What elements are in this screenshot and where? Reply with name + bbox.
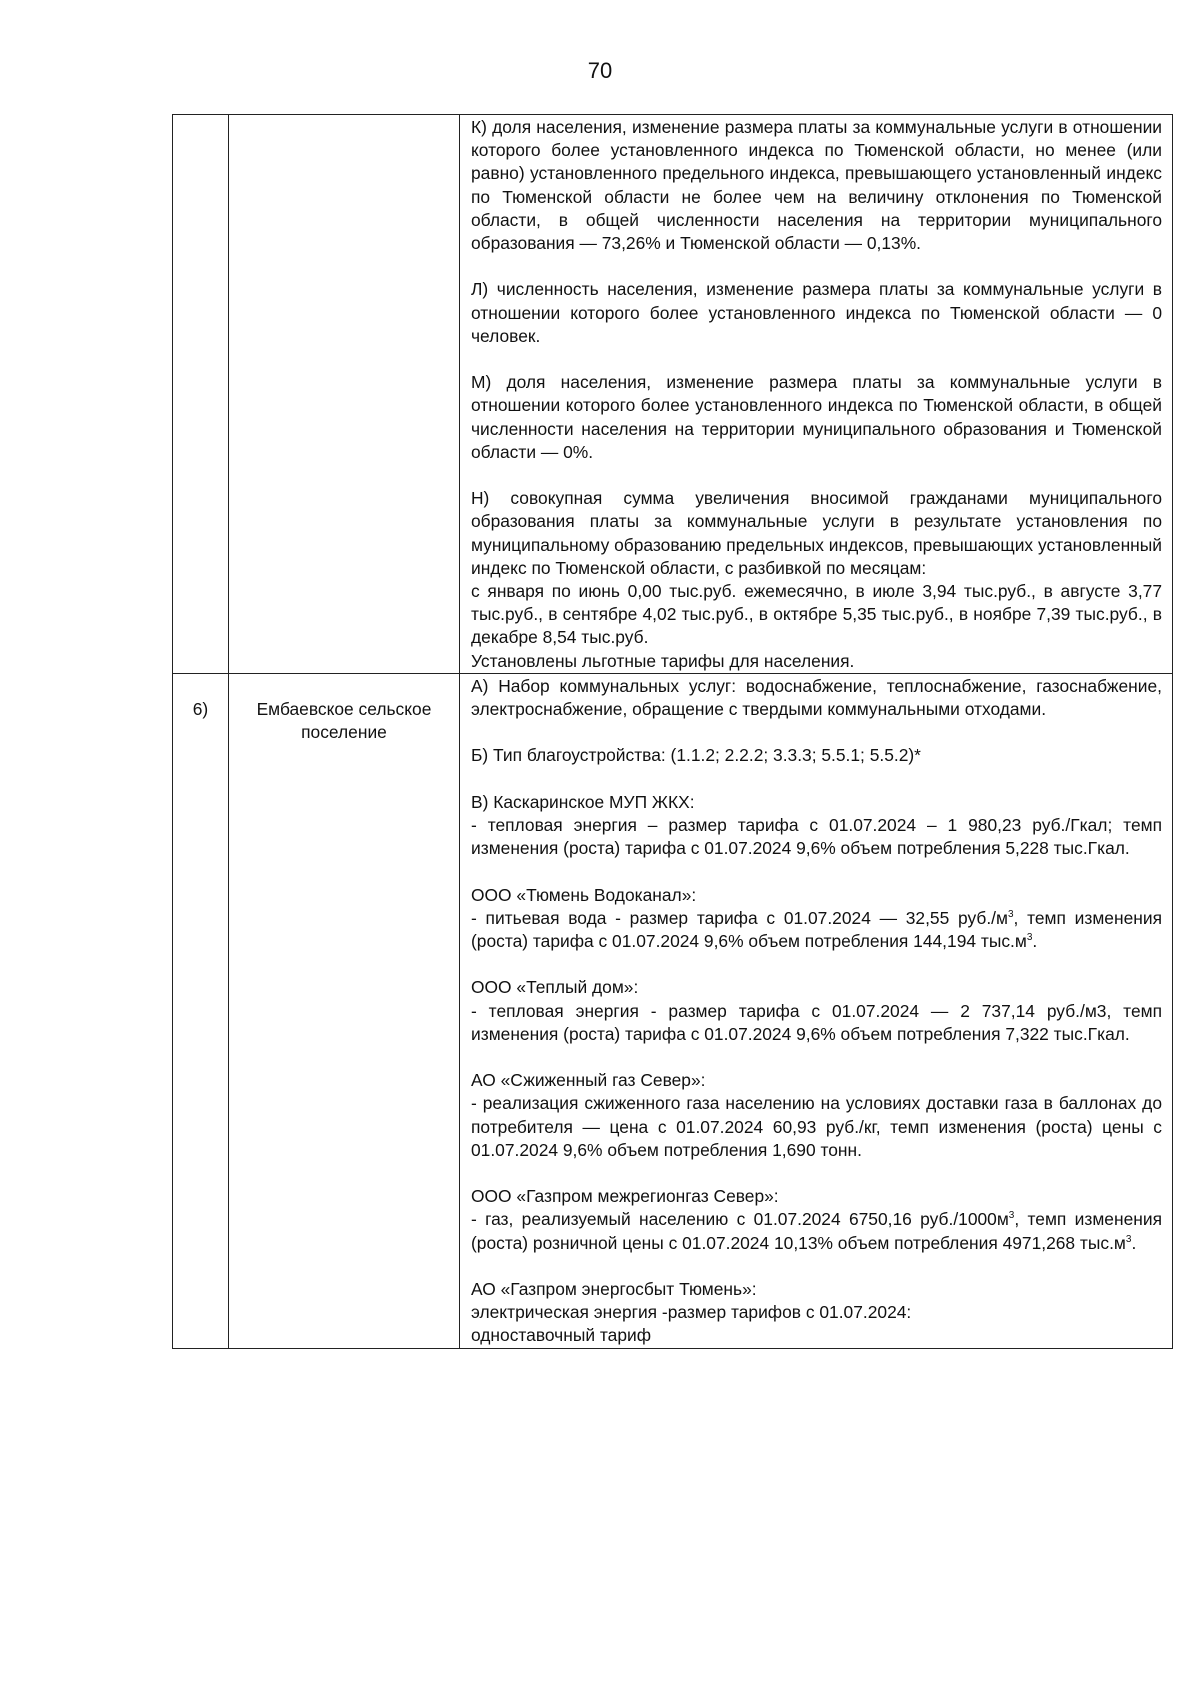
- row-number-cell: [173, 115, 229, 674]
- provider-tariff: - тепловая энергия - размер тарифа с 01.07.2024 — 2 737,14 руб./м3, темп изменения (роста) тарифа с 01.07.2024 9,6% объем потребления 7,322 тыс.Гкал.: [471, 1000, 1162, 1044]
- municipality-name: Ембаевское сельское поселение: [229, 673, 460, 1348]
- tariff-text: - газ, реализуемый населению с 01.07.2024 6750,16 руб./1000м: [471, 1209, 1009, 1230]
- paragraph-m: М) доля населения, изменение размера платы за коммунальные услуги в отношении которого более установленного индекса по Тюменской области, в общей численности населения на территории муниципального образования и Тюменской области — 0%.: [471, 372, 1162, 462]
- paragraph-gas-sever: [471, 1069, 1162, 1162]
- tariff-text: , темп изменения (роста) розничной цены с 01.07.2024 10,13% объем потребления 4971,268 тыс.м: [471, 1209, 1162, 1253]
- provider-name: АО «Газпром энергосбыт Тюмень»:: [471, 1279, 757, 1299]
- tariff-text: .: [1032, 931, 1038, 952]
- paragraph-k: К) доля населения, изменение размера платы за коммунальные услуги в отношении которого более установленного индекса по Тюменской области, но менее (или равно) установленного предельного индекса, превышающего установленный индекс по Тюменской области не более чем на величину отклонения по Тюменской области, в общей численности населения на территории муниципального образования — 73,26% и Тюменской области — 0,13%.: [471, 117, 1162, 254]
- superscript: 3: [1026, 932, 1033, 944]
- provider-tariff: - реализация сжиженного газа населению на условиях доставки газа в баллонах до потребителя — цена с 01.07.2024 60,93 руб./кг, темп изменения (роста) цены с 01.07.2024 9,6% объем потребления 1,690 тонн.: [471, 1093, 1162, 1160]
- paragraph-vodokanal: [471, 884, 1162, 954]
- tariff-text: - питьевая вода - размер тарифа с 01.07.2024 — 32,55 руб./м: [471, 907, 1008, 928]
- indicators-cell: [460, 115, 1173, 674]
- provider-tariff: электрическая энергия -размер тарифов с 01.07.2024:: [471, 1302, 912, 1323]
- superscript: 3: [1008, 1210, 1015, 1222]
- row-number: 6): [173, 673, 229, 1348]
- table-row: [173, 115, 1173, 674]
- tariff-table: [172, 114, 1173, 1349]
- paragraph-n-months: с января по июнь 0,00 тыс.руб. ежемесячно, в июле 3,94 тыс.руб., в августе 3,77 тыс.руб., в сентябре 4,02 тыс.руб., в октябре 5,35 тыс.руб., в ноябре 7,39 тыс.руб., в декабре 8,54 тыс.руб.: [471, 581, 1162, 648]
- superscript: 3: [1125, 1233, 1132, 1245]
- tariff-text: , темп изменения (роста) тарифа с 01.07.2024 9,6% объем потребления 144,194 тыс.м: [471, 907, 1162, 952]
- superscript: 3: [1007, 909, 1014, 921]
- table-row: [173, 673, 1173, 1348]
- paragraph-b: Б) Тип благоустройства: (1.1.2; 2.2.2; 3.3.3; 5.5.1; 5.5.2)*: [471, 745, 921, 766]
- provider-name: ООО «Теплый дом»:: [471, 977, 639, 998]
- provider-tariff: [471, 907, 1162, 953]
- provider-name: ООО «Тюмень Водоканал»:: [471, 884, 697, 905]
- page-number: 70: [587, 58, 613, 83]
- paragraph-l: Л) численность населения, изменение размера платы за коммунальные услуги в отношении которого более установленного индекса по Тюменской области — 0 человек.: [471, 279, 1162, 346]
- paragraph-n-text: Н) совокупная сумма увеличения вносимой гражданами муниципального образования платы за коммунальные услуги в результате установления по муниципальному образованию предельных индексов, превышающих установленный индекс по Тюменской области, с разбивкой по месяцам:: [471, 488, 1162, 578]
- paragraph-n: [471, 487, 1162, 673]
- tariff-text: .: [1131, 1232, 1137, 1253]
- provider-tariff: - тепловая энергия – размер тарифа с 01.07.2024 – 1 980,23 руб./Гкал; темп изменения (роста) тарифа с 01.07.2024 9,6% объем потребления 5,228 тыс.Гкал.: [471, 815, 1162, 859]
- provider-name: АО «Сжиженный газ Север»:: [471, 1070, 706, 1091]
- paragraph-teply-dom: [471, 976, 1162, 1046]
- paragraph-gazprom: [471, 1185, 1162, 1255]
- provider-name: В) Каскаринское МУП ЖКХ:: [471, 791, 695, 812]
- indicators-cell: [460, 673, 1173, 1348]
- paragraph-n-benefit: Установлены льготные тарифы для населения.: [471, 650, 855, 671]
- municipality-name-cell: [229, 115, 460, 674]
- paragraph-a: А) Набор коммунальных услуг: водоснабжение, теплоснабжение, газоснабжение, электроснабжение, обращение с твердыми коммунальными отходами.: [471, 675, 1162, 720]
- provider-tariff-type: одноставочный тариф: [471, 1325, 652, 1346]
- provider-name: ООО «Газпром межрегионгаз Север»:: [471, 1186, 779, 1207]
- provider-tariff: [471, 1208, 1162, 1254]
- paragraph-energosbyt: [471, 1278, 1162, 1348]
- paragraph-v: [471, 791, 1162, 861]
